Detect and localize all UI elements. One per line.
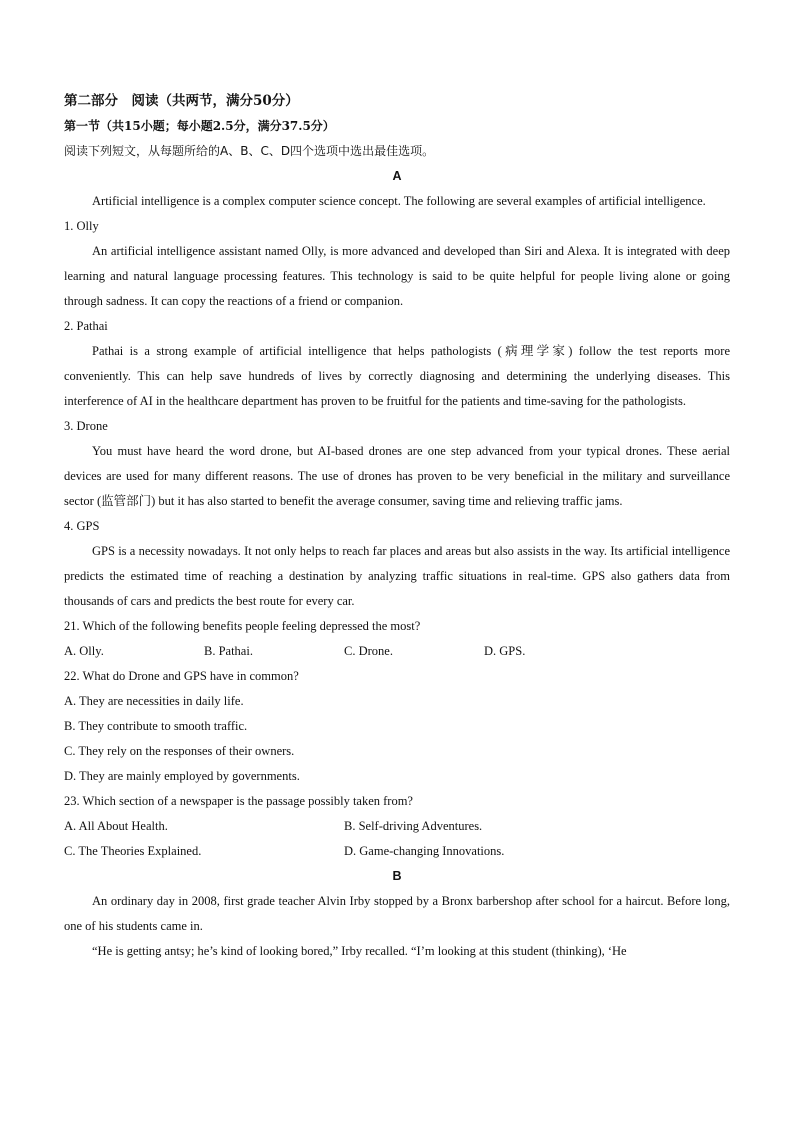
- option-d[interactable]: D. They are mainly employed by governments.: [64, 769, 300, 783]
- question-23-stem: 23. Which section of a newspaper is the passage possibly taken from?: [64, 794, 413, 808]
- passage-b-paragraph-2: “He is getting antsy; he’s kind of looking bored,” Irby recalled. “I’m looking at this student (thinking), ‘He: [92, 944, 627, 958]
- option-b[interactable]: B. Pathai.: [204, 644, 253, 658]
- instruction: 阅读下列短文，从每题所给的A、B、C、D四个选项中选出最佳选项。: [64, 144, 435, 158]
- section-title: 第一节（共15小题；每小题2.5分，满分37.5分）: [64, 119, 335, 133]
- option-b[interactable]: B. Self-driving Adventures.: [344, 819, 483, 833]
- question-23-options-row2: [64, 839, 730, 864]
- item-heading-olly: 1. Olly: [64, 219, 99, 233]
- item-heading-gps: 4. GPS: [64, 519, 100, 533]
- option-d[interactable]: D. GPS.: [484, 644, 526, 658]
- question-22-stem: 22. What do Drone and GPS have in common?: [64, 669, 299, 683]
- item-text-olly: An artificial intelligence assistant named Olly, is more advanced and developed than Siri and Alexa. It is integrated with deep learning and natural language processing features. This technology is said to be quite helpful for people living alone or going through sadness. It can copy the reactions of a friend or companion.: [64, 244, 730, 308]
- option-d[interactable]: D. Game-changing Innovations.: [344, 844, 505, 858]
- option-a[interactable]: A. All About Health.: [64, 819, 168, 833]
- question-21-options: [64, 639, 730, 664]
- passage-b-label: B: [392, 869, 402, 883]
- item-text-pathai: Pathai is a strong example of artificial intelligence that helps pathologists (病理学家) follow the test reports more conveniently. This can help save hundreds of lives by correctly diagnosing and determining the underlying diseases. This interference of AI in the healthcare department has proven to be fruitful for the patients and time-saving for the pathologists.: [64, 344, 730, 408]
- item-text-drone: You must have heard the word drone, but AI-based drones are one step advanced from your typical drones. These aerial devices are used for many different reasons. The use of drones has proven to be very beneficial in the military and surveillance sector (监管部门) but it has also started to benefit the average consumer, saving time and relieving traffic jams.: [64, 444, 730, 508]
- question-23-options-row1: [64, 814, 730, 839]
- option-a[interactable]: A. They are necessities in daily life.: [64, 694, 244, 708]
- exam-page: [64, 88, 730, 964]
- option-a[interactable]: A. Olly.: [64, 644, 104, 658]
- item-heading-pathai: 2. Pathai: [64, 319, 108, 333]
- question-21-stem: 21. Which of the following benefits people feeling depressed the most?: [64, 619, 421, 633]
- passage-b-paragraph-1: An ordinary day in 2008, first grade teacher Alvin Irby stopped by a Bronx barbershop after school for a haircut. Before long, one of his students came in.: [64, 894, 730, 933]
- passage-a-label: A: [392, 169, 402, 183]
- item-heading-drone: 3. Drone: [64, 419, 108, 433]
- passage-a-intro: Artificial intelligence is a complex computer science concept. The following are several examples of artificial intelligence.: [92, 194, 706, 208]
- option-c[interactable]: C. Drone.: [344, 644, 393, 658]
- item-text-gps: GPS is a necessity nowadays. It not only helps to reach far places and areas but also assists in the way. Its artificial intelligence predicts the estimated time of reaching a destination by analyzing traffic situations in real-time. GPS also gathers data from thousands of cars and predicts the best route for every car.: [64, 544, 730, 608]
- option-c[interactable]: C. The Theories Explained.: [64, 844, 202, 858]
- option-c[interactable]: C. They rely on the responses of their owners.: [64, 744, 295, 758]
- option-b[interactable]: B. They contribute to smooth traffic.: [64, 719, 248, 733]
- part-title: 第二部分 阅读（共两节，满分50分）: [64, 93, 299, 109]
